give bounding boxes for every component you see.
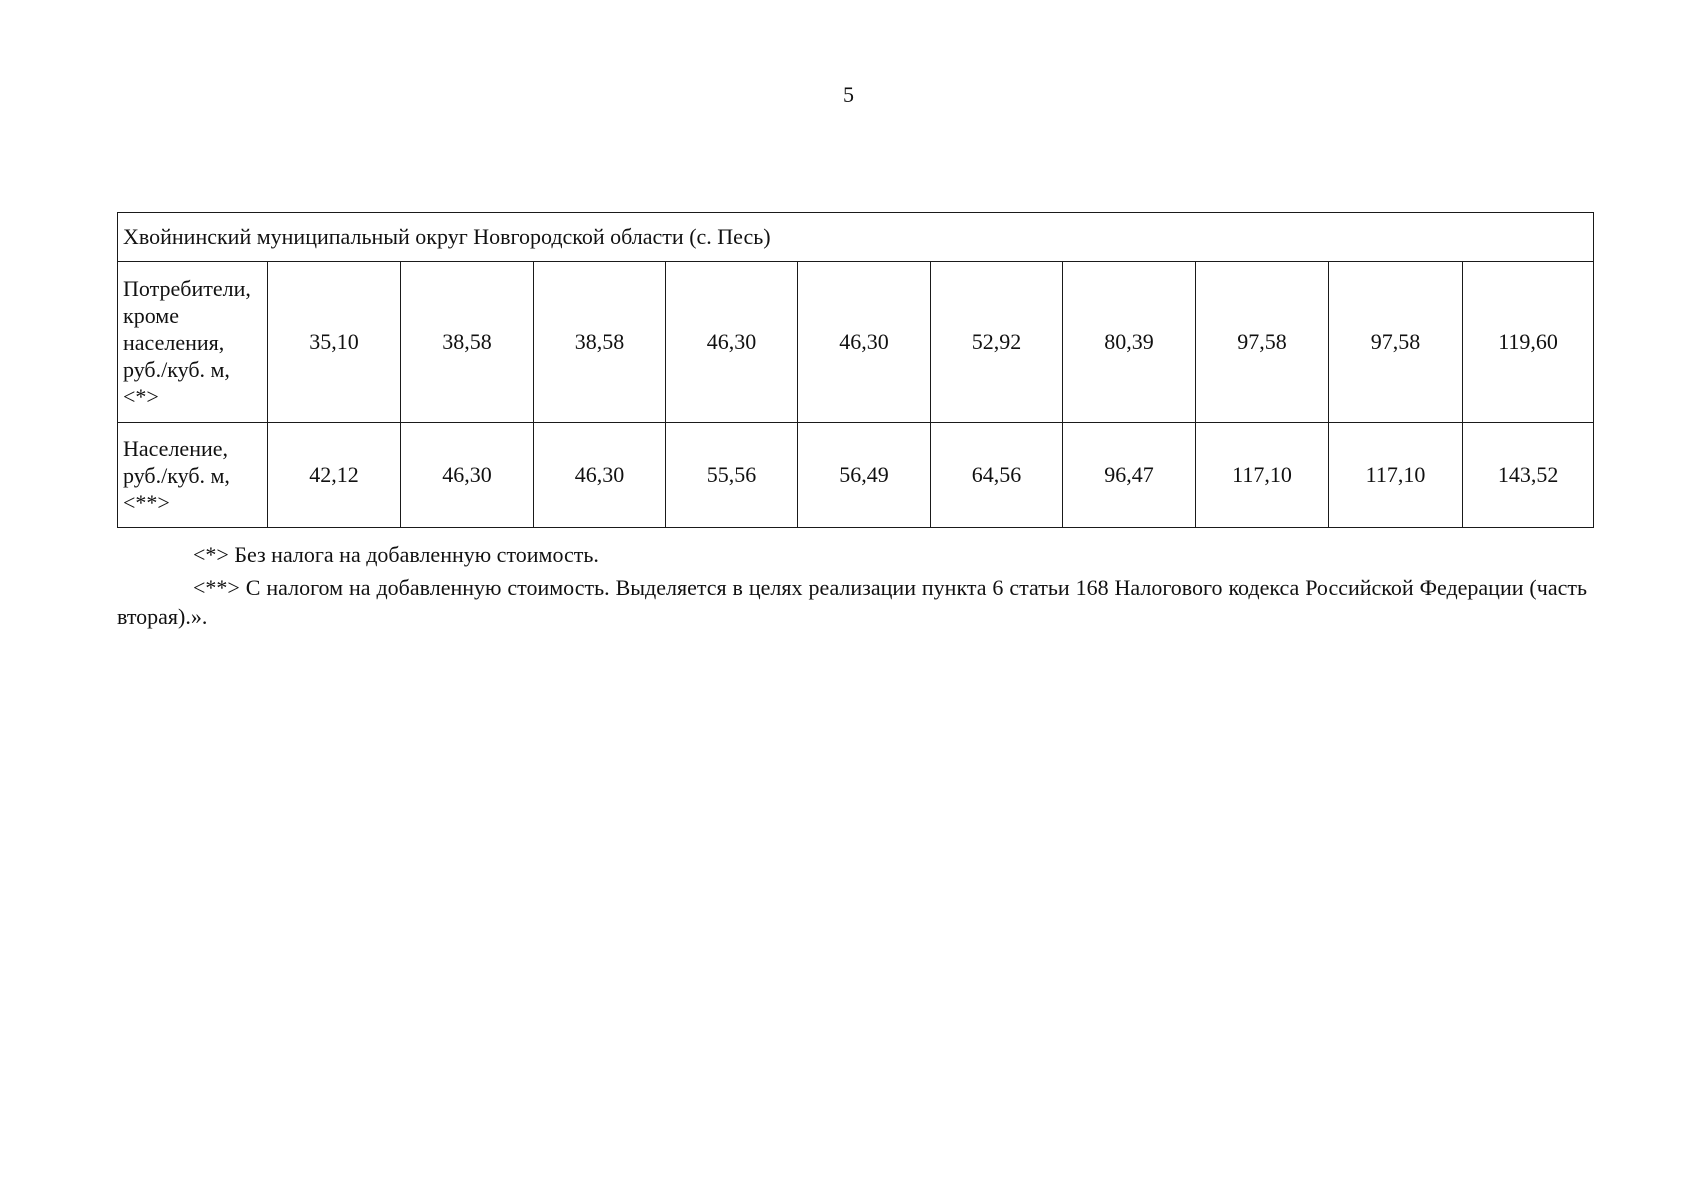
table-row-population [118, 423, 1594, 528]
table-cell: 46,30 [666, 262, 798, 423]
table-cell: 55,56 [666, 423, 798, 528]
table-cell: 52,92 [931, 262, 1063, 423]
tariff-table [117, 212, 1594, 528]
table-cell: 143,52 [1463, 423, 1594, 528]
row-label-consumers: Потребители, кроме населения, руб./куб. м, <*> [118, 262, 268, 423]
table-cell: 80,39 [1063, 262, 1196, 423]
table-cell: 46,30 [798, 262, 931, 423]
table-cell: 46,30 [534, 423, 666, 528]
page-number: 5 [843, 82, 854, 107]
table-cell: 46,30 [401, 423, 534, 528]
table-title-row [118, 213, 1594, 262]
table-cell: 56,49 [798, 423, 931, 528]
table-title: Хвойнинский муниципальный округ Новгородской области (с. Песь) [118, 213, 1594, 262]
table-cell: 38,58 [401, 262, 534, 423]
table-row-consumers [118, 262, 1594, 423]
row-label-population: Население, руб./куб. м, <**> [118, 423, 268, 528]
table-cell: 35,10 [268, 262, 401, 423]
footnote-with-vat: <**> С налогом на добавленную стоимость. Выделяется в целях реализации пункта 6 статьи 168 Налогового кодекса Российской Федерации (часть вторая).». [117, 575, 1587, 629]
table-cell: 64,56 [931, 423, 1063, 528]
table-cell: 117,10 [1329, 423, 1463, 528]
table-cell: 42,12 [268, 423, 401, 528]
table-cell: 117,10 [1196, 423, 1329, 528]
table-cell: 119,60 [1463, 262, 1594, 423]
footnote-no-vat: <*> Без налога на добавленную стоимость. [193, 542, 599, 567]
table-cell: 38,58 [534, 262, 666, 423]
table-cell: 97,58 [1329, 262, 1463, 423]
table-cell: 97,58 [1196, 262, 1329, 423]
table-cell: 96,47 [1063, 423, 1196, 528]
